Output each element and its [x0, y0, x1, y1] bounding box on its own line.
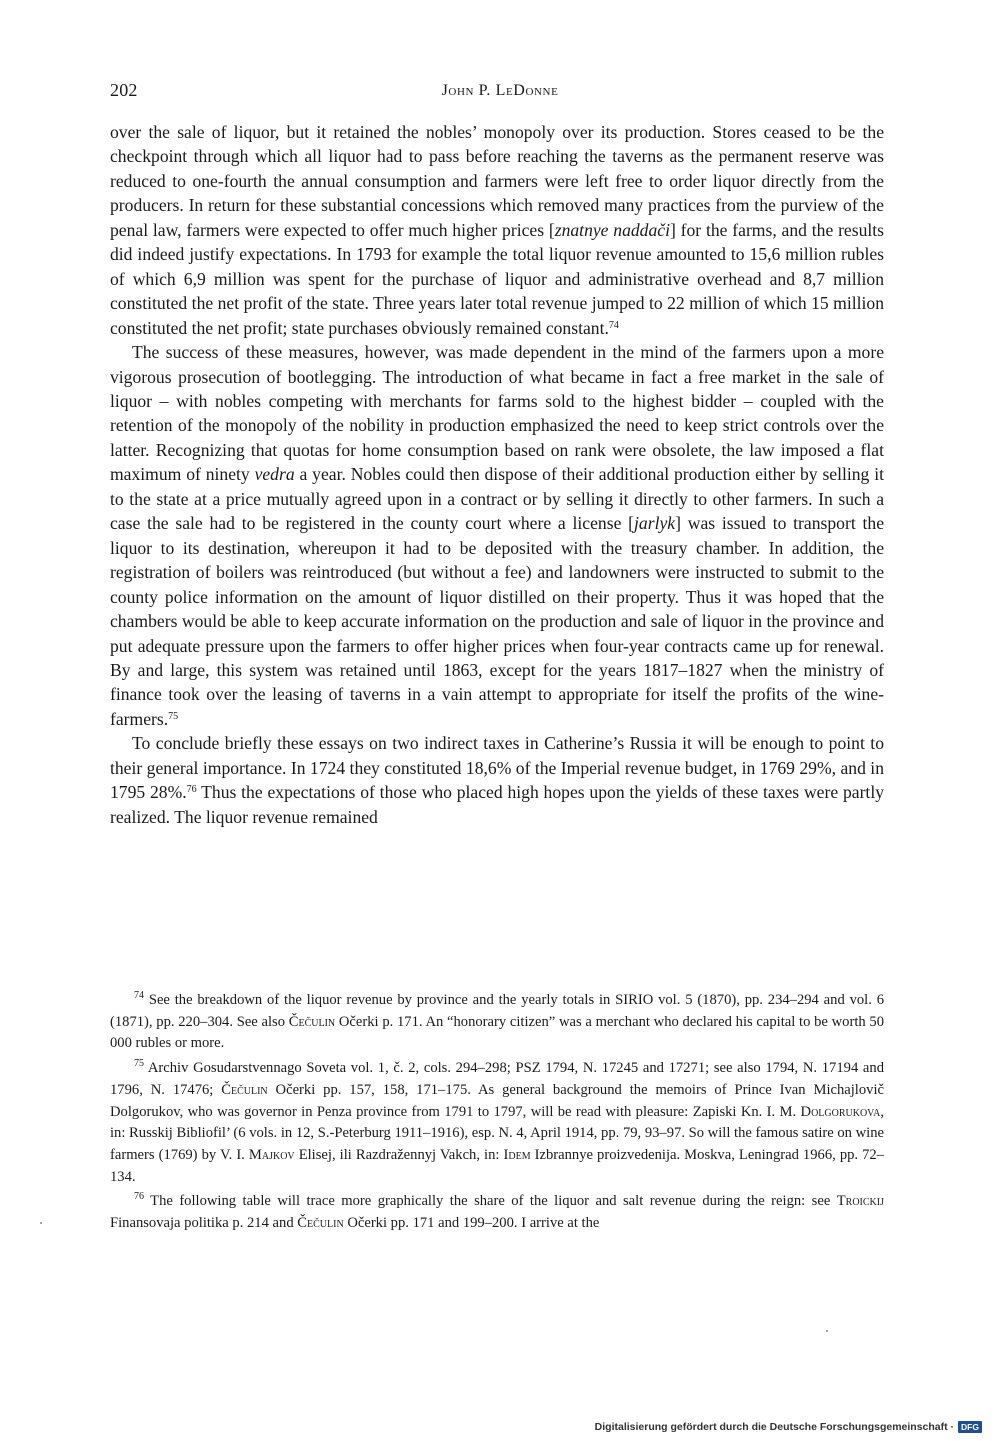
- page-number: 202: [110, 80, 138, 100]
- italic-term: znatnye naddači: [554, 219, 670, 240]
- running-head: John P. LeDonne: [441, 82, 559, 99]
- main-text: [110, 120, 884, 829]
- paragraph-2: The success of these measures, however, was made dependent in the mind of the farmers upon a more vigorous prosecution of bootlegging. The introduction of what became in fact a free market in the sale of liquor – with nobles competing with merchants for farms sold to the highest bidder – coupled with the retention of the monopoly of the nobility in production emphasized the need to keep strict controls over the latter. Recognizing that quotas for home consumption based on rank were obsolete, the law imposed a flat maximum of ninety vedra a year. Nobles could then dispose of their additional production either by selling it to the state at a price mutually agreed upon in a contract or by selling it directly to other farmers. In such a case the sale had to be registered in the county court where a license [jarlyk] was issued to transport the liquor to its destination, whereupon it had to be deposited with the treasury chamber. In addition, the registration of boilers was reintroduced (but without a fee) and landowners were instructed to submit to the county police information on the amount of liquor distilled on their property. Thus it was hoped that the chambers would be able to keep accurate information on the production and sale of liquor in the province and put adequate pressure upon the farmers to offer higher prices when four-year contracts came up for renewal. By and large, this system was retained until 1863, except for the years 1817–1827 when the ministry of finance took over the leasing of taverns in a vain attempt to appropriate for itself the profits of the wine-farmers.$^{75}$: [110, 342, 884, 729]
- italic-term: jarlyk: [634, 513, 676, 534]
- footnotes: [110, 990, 884, 1238]
- footnote-76: $^{76}$ The following table will trace more graphically the share of the liquor and salt revenue during the reign: see Troickij Finansovaja politika p. 214 and Čečulin Očerki pp. 171 and 199–200. I arrive at the: [110, 1191, 884, 1232]
- dfg-logo: DFG: [958, 1421, 982, 1433]
- funding-footer: [595, 1421, 982, 1433]
- scan-speck: [826, 1330, 828, 1332]
- footnote-ref-75: 75: [168, 710, 179, 722]
- paragraph-1: over the sale of liquor, but it retained the nobles’ monopoly over its production. Stores ceased to be the checkpoint through which all liquor had to pass before reaching the taverns as the permanent reserve was reduced to one-fourth the annual consumption and farmers were left free to order liquor directly from the producers. In return for these substantial concessions which removed many practices from the purview of the penal law, farmers were expected to offer much higher prices [znatnye naddači] for the farms, and the results did indeed justify expectations. In 1793 for example the total liquor revenue amounted to 15,6 million rubles of which 6,9 million was spent for the purchase of liquor and administrative overhead and 8,7 million constituted the net profit of the state. Three years later total revenue jumped to 22 million of which 15 million constituted the net profit; state purchases obviously remained constant.$^{74}$: [110, 122, 885, 338]
- footnote-ref-74: 74: [608, 319, 619, 331]
- italic-term: vedra: [254, 464, 295, 485]
- funding-text: Digitalisierung gefördert durch die Deutsche Forschungsgemeinschaft ·: [594, 1421, 955, 1433]
- footnote-74: $^{74}$ See the breakdown of the liquor revenue by province and the yearly totals in SIRIO vol. 5 (1870), pp. 234–294 and vol. 6 (1871), pp. 220–304. See also Čečulin Očerki p. 171. An “honorary citizen” was a merchant who declared his capital to be worth 50 000 rubles or more.: [110, 990, 884, 1052]
- scan-speck: [40, 1222, 42, 1224]
- paragraph-3: To conclude briefly these essays on two indirect taxes in Catherine’s Russia it will be enough to point to their general importance. In 1724 they constituted 18,6% of the Imperial revenue budget, in 1769 29%, and in 1795 28%.$^{76}$ Thus the expectations of those who placed high hopes upon the yields of these taxes were partly realized. The liquor revenue remained: [110, 733, 885, 827]
- footnote-ref-76: 76: [186, 784, 197, 796]
- footnote-75: $^{75}$ Archiv Gosudarstvennago Soveta vol. 1, č. 2, cols. 294–298; PSZ 1794, N. 17245 and 17271; see also 1794, N. 17194 and 1796, N. 17476; Čečulin Očerki pp. 157, 158, 171–175. As general background the memoirs of Prince Ivan Michajlovič Dolgorukov, who was governor in Penza province from 1791 to 1797, will be read with pleasure: Zapiski Kn. I. M. Dolgorukova, in: Russkij Bibliofil’ (6 vols. in 12, S.-Peterburg 1911–1916), esp. N. 4, April 1914, pp. 79, 93–97. So will the famous satire on wine farmers (1769) by V. I. Majkov Elisej, ili Razdražennyj Vakch, in: Idem Izbrannye proizvedenija. Moskva, Leningrad 1966, pp. 72–134.: [110, 1058, 885, 1185]
